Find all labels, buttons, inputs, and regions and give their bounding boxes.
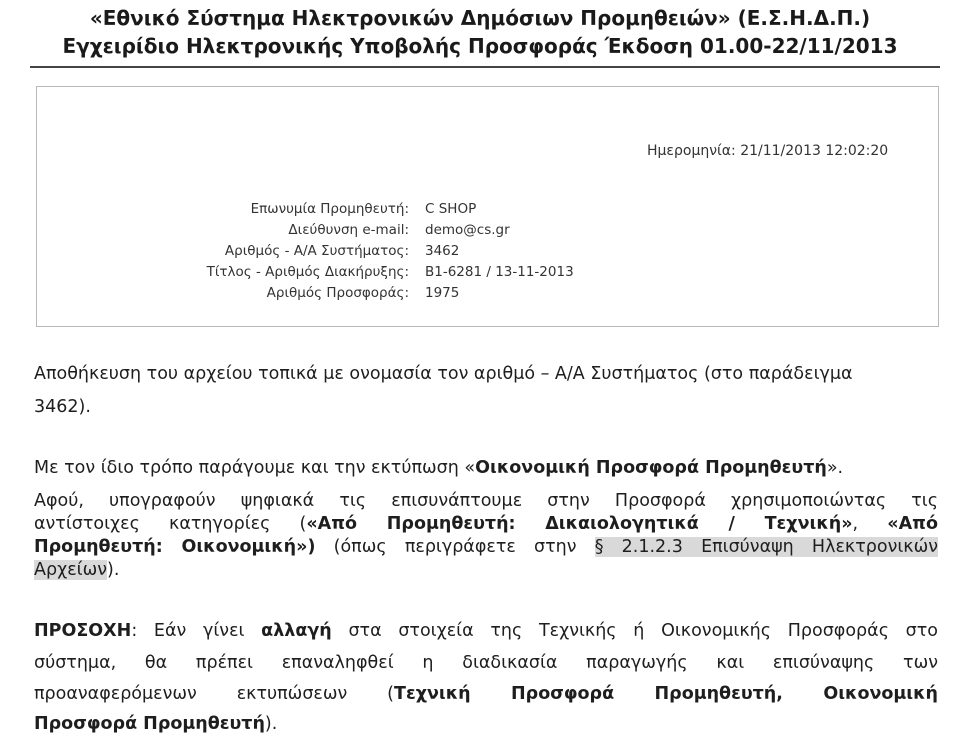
text: 3462).	[34, 397, 91, 417]
print-date: Ημερομηνία: 21/11/2013 12:02:20	[647, 143, 889, 159]
field-label: Διεύθυνση e-mail:	[288, 222, 409, 238]
document-header-title: «Εθνικό Σύστημα Ηλεκτρονικών Δημόσιων Προμηθειών» (Ε.Σ.Η.Δ.Π.)	[89, 6, 871, 30]
text: προαναφερόμενων εκτυπώσεων (	[34, 684, 395, 704]
text: Αποθήκευση του αρχείου τοπικά με ονομασία τον αριθμό – Α/Α Συστήματος (στο παράδειγμα	[34, 364, 853, 384]
bold-text: Οικονομική Προσφορά Προμηθευτή	[475, 458, 827, 478]
bold-text: «Από	[887, 514, 938, 534]
text: ,	[852, 514, 888, 534]
field-value	[425, 243, 459, 263]
field-row	[37, 243, 409, 263]
text: σύστημα, θα πρέπει επαναληφθεί η διαδικασία παραγωγής και επισύναψης των	[34, 653, 938, 673]
field-value	[425, 222, 510, 242]
text: ).	[107, 560, 120, 580]
text: αντίστοιχες κατηγορίες (	[34, 514, 307, 534]
field-value	[425, 285, 459, 305]
paragraph-save-file-cont	[34, 391, 938, 424]
field-value-text: C SHOP	[425, 201, 477, 217]
field-value-text: demo@cs.gr	[425, 222, 510, 238]
field-value-text: 3462	[425, 243, 460, 259]
paragraph-line	[34, 708, 938, 741]
header-divider	[30, 66, 940, 68]
field-label: Αριθμός Προσφοράς:	[266, 285, 409, 301]
paragraph-save-file	[34, 358, 938, 391]
document-header-subtitle: Εγχειρίδιο Ηλεκτρονικής Υποβολής Προσφοράς Έκδοση 01.00-22/11/2013	[62, 34, 898, 58]
text: (όπως περιγράφετε στην	[315, 537, 595, 557]
field-row	[37, 264, 409, 284]
bold-text: Προσφορά Προμηθευτή	[34, 714, 265, 734]
bold-text: «Από Προμηθευτή: Δικαιολογητικά / Τεχνική»	[306, 514, 853, 534]
paragraph-line	[34, 678, 938, 711]
paragraph-financial-print	[34, 452, 938, 485]
field-label: Επωνυμία Προμηθευτή:	[250, 201, 409, 217]
field-value-text: Β1-6281 / 13-11-2013	[425, 264, 574, 280]
embedded-screenshot	[36, 86, 939, 327]
bold-text: Προμηθευτή: Οικονομική»)	[34, 537, 316, 557]
bold-text: Τεχνική Προσφορά Προμηθευτή, Οικονομική	[394, 684, 939, 704]
field-row	[37, 285, 409, 305]
text: : Εάν γίνει	[131, 621, 262, 641]
field-row	[37, 222, 409, 242]
text: Με τον ίδιο τρόπο παράγουμε και την εκτύπωση «	[34, 458, 476, 478]
paragraph-line	[34, 554, 938, 587]
field-label: Αριθμός - Α/Α Συστήματος:	[224, 243, 409, 259]
section-reference-link[interactable]: § 2.1.2.3 Επισύναψη Ηλεκτρονικών	[594, 537, 939, 557]
paragraph-line	[34, 647, 938, 680]
section-reference-link[interactable]: Αρχείων	[34, 560, 107, 580]
paragraph-warning	[34, 615, 938, 648]
field-value	[425, 264, 574, 284]
text: Αφού, υπογραφούν ψηφιακά τις επισυνάπτουμε στην Προσφορά χρησιμοποιώντας τις	[34, 491, 938, 511]
bold-text: αλλαγή	[261, 621, 332, 641]
text: ).	[264, 714, 278, 734]
text: στα στοιχεία της Τεχνικής ή Οικονομικής Προσφοράς στο	[331, 621, 939, 641]
text: ».	[826, 458, 844, 478]
field-row	[37, 201, 409, 221]
bold-text: ΠΡΟΣΟΧΗ	[34, 621, 132, 641]
field-label: Τίτλος - Αριθμός Διακήρυξης:	[206, 264, 409, 280]
field-value-text: 1975	[425, 285, 460, 301]
field-value	[425, 201, 476, 221]
